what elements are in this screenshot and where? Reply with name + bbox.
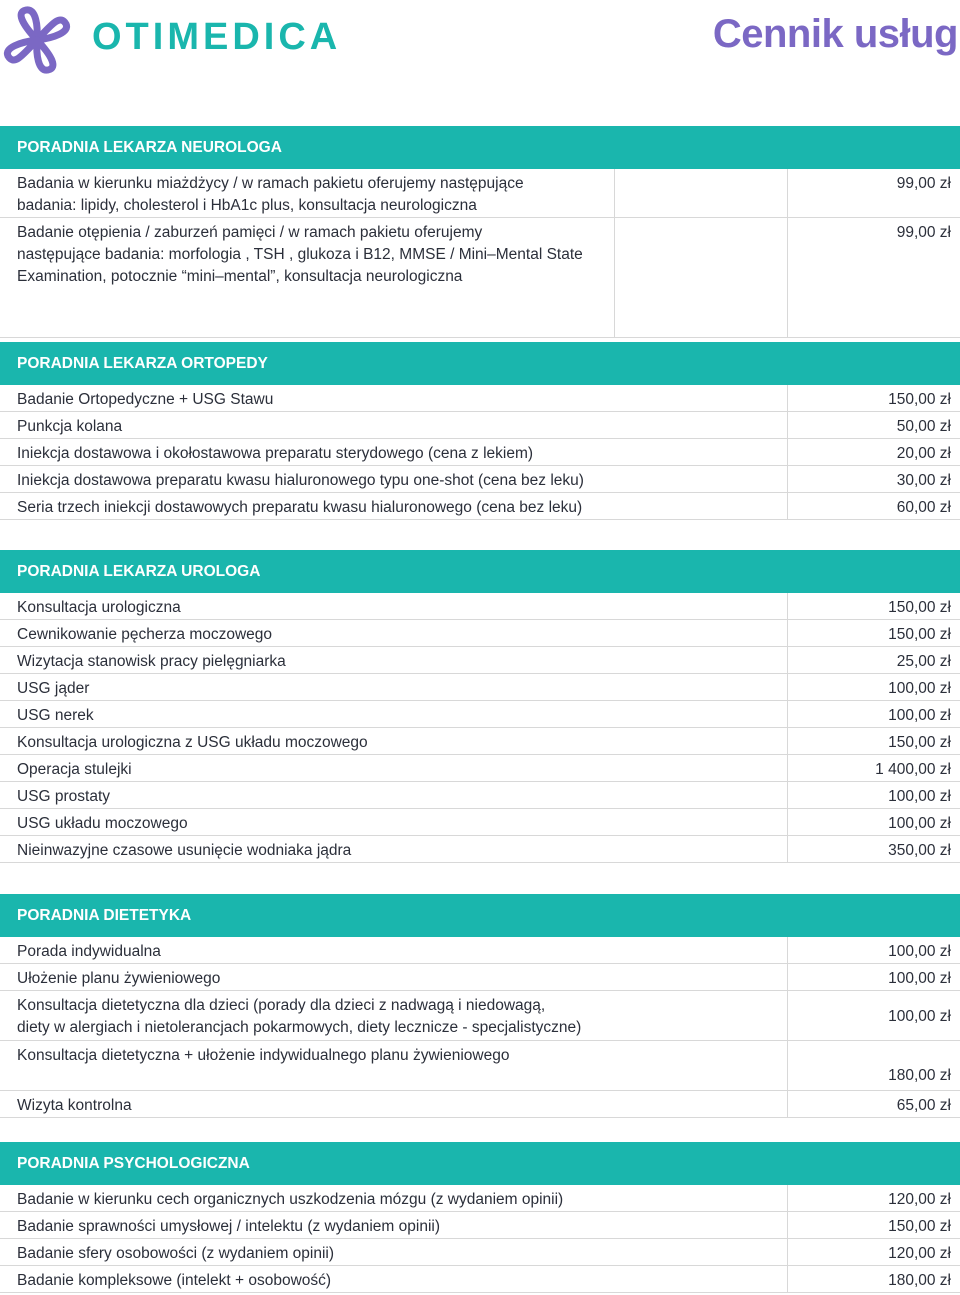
service-name — [17, 1216, 757, 1238]
price-row — [0, 493, 960, 520]
price-row — [0, 385, 960, 412]
service-price: 100,00 zł — [888, 680, 951, 697]
column-divider — [787, 964, 788, 990]
column-divider — [787, 439, 788, 465]
service-name-line: następujące badania: morfologia , TSH , glukoza i B12, MMSE / Mini–Mental State — [17, 246, 583, 263]
column-divider — [787, 728, 788, 754]
logo-text: OTIMEDICA — [92, 16, 342, 58]
price-row — [0, 728, 960, 755]
service-price: 20,00 zł — [896, 445, 951, 462]
price-row — [0, 1239, 960, 1266]
price-row — [0, 809, 960, 836]
column-divider — [787, 937, 788, 963]
price-row — [0, 593, 960, 620]
price-row — [0, 836, 960, 863]
service-name-line: Wizytacja stanowisk pracy pielęgniarka — [17, 653, 286, 670]
section — [0, 341, 960, 520]
section-title: PORADNIA LEKARZA UROLOGA — [0, 549, 960, 593]
price-row — [0, 937, 960, 964]
column-divider — [787, 620, 788, 646]
price-row — [0, 674, 960, 701]
section — [0, 125, 960, 338]
service-price: 99,00 zł — [896, 175, 951, 192]
service-name — [17, 416, 757, 438]
service-name-line: Konsultacja dietetyczna dla dzieci (porady dla dzieci z nadwagą i niedowagą, — [17, 997, 546, 1014]
service-name — [17, 1045, 757, 1067]
service-name-line: diety w alergiach i nietolerancjach pokarmowych, diety lecznicze - specjalistyczne) — [17, 1019, 582, 1036]
service-name-line: USG jąder — [17, 680, 90, 697]
price-row — [0, 620, 960, 647]
service-name — [17, 941, 757, 963]
service-price: 1 400,00 zł — [875, 761, 951, 778]
price-row — [0, 1266, 960, 1293]
price-row — [0, 466, 960, 493]
service-name-line: Iniekcja dostawowa preparatu kwasu hialuronowego typu one-shot (cena bez leku) — [17, 472, 584, 489]
price-row — [0, 964, 960, 991]
service-name-line: USG prostaty — [17, 788, 111, 805]
service-name-line: Cewnikowanie pęcherza moczowego — [17, 626, 273, 643]
service-name — [17, 497, 757, 519]
service-name — [17, 840, 757, 862]
service-name — [17, 173, 757, 217]
column-divider — [787, 782, 788, 808]
service-name-line: Badanie sprawności umysłowej / intelektu (z wydaniem opinii) — [17, 1218, 440, 1235]
service-name-line: Examination, potocznie “mini–mental”, konsultacja neurologiczna — [17, 268, 463, 285]
service-price: 150,00 zł — [888, 734, 951, 751]
service-name-line: Badanie Ortopedyczne + USG Stawu — [17, 391, 274, 408]
price-row — [0, 991, 960, 1041]
column-divider — [787, 1091, 788, 1117]
column-divider — [787, 647, 788, 673]
column-divider — [787, 674, 788, 700]
service-name — [17, 732, 757, 754]
service-price: 150,00 zł — [888, 626, 951, 643]
price-row — [0, 755, 960, 782]
column-divider — [787, 836, 788, 862]
price-row — [0, 1212, 960, 1239]
service-price: 65,00 zł — [896, 1097, 951, 1114]
service-name — [17, 968, 757, 990]
service-name — [17, 1189, 757, 1211]
service-price: 180,00 zł — [888, 1272, 951, 1289]
section-title: PORADNIA LEKARZA ORTOPEDY — [0, 341, 960, 385]
service-name — [17, 705, 757, 727]
service-name-line: Badanie sfery osobowości (z wydaniem opinii) — [17, 1245, 335, 1262]
service-name — [17, 597, 757, 619]
section — [0, 893, 960, 1118]
service-name — [17, 624, 757, 646]
service-name — [17, 1243, 757, 1265]
service-price: 60,00 zł — [896, 499, 951, 516]
service-price: 100,00 zł — [888, 943, 951, 960]
service-name — [17, 1095, 757, 1117]
service-name — [17, 389, 757, 411]
service-price: 120,00 zł — [888, 1191, 951, 1208]
service-price: 180,00 zł — [888, 1067, 951, 1084]
service-name — [17, 222, 757, 288]
section-title: PORADNIA PSYCHOLOGICZNA — [0, 1141, 960, 1185]
service-name-line: Seria trzech iniekcji dostawowych preparatu kwasu hialuronowego (cena bez leku) — [17, 499, 583, 516]
service-price: 100,00 zł — [888, 707, 951, 724]
column-divider — [787, 412, 788, 438]
service-name-line: Wizyta kontrolna — [17, 1097, 132, 1114]
page-title: Cennik usług — [712, 12, 958, 56]
column-divider — [787, 809, 788, 835]
service-name — [17, 443, 757, 465]
service-price: 100,00 zł — [888, 788, 951, 805]
section — [0, 1141, 960, 1293]
column-divider — [787, 755, 788, 781]
column-divider — [787, 1266, 788, 1292]
service-price: 350,00 zł — [888, 842, 951, 859]
service-name-line: Konsultacja urologiczna z USG układu moczowego — [17, 734, 368, 751]
column-divider — [787, 385, 788, 411]
service-name-line: Badanie w kierunku cech organicznych uszkodzenia mózgu (z wydaniem opinii) — [17, 1191, 564, 1208]
service-name-line: USG układu moczowego — [17, 815, 188, 832]
service-price: 100,00 zł — [888, 815, 951, 832]
service-price: 30,00 zł — [896, 472, 951, 489]
service-price: 150,00 zł — [888, 391, 951, 408]
service-name-line: Operacja stulejki — [17, 761, 132, 778]
section — [0, 549, 960, 863]
column-divider — [787, 991, 788, 1040]
service-name-line: Konsultacja urologiczna — [17, 599, 181, 616]
service-name-line: Iniekcja dostawowa i okołostawowa preparatu sterydowego (cena z lekiem) — [17, 445, 534, 462]
service-price: 99,00 zł — [896, 224, 951, 241]
column-divider — [787, 493, 788, 519]
service-name-line: Konsultacja dietetyczna + ułożenie indywidualnego planu żywieniowego — [17, 1047, 510, 1064]
service-name-line: Ułożenie planu żywieniowego — [17, 970, 221, 987]
service-price: 25,00 zł — [896, 653, 951, 670]
service-name — [17, 759, 757, 781]
service-name — [17, 1270, 757, 1292]
column-divider — [787, 169, 788, 217]
price-row — [0, 169, 960, 218]
service-name — [17, 995, 757, 1039]
service-name — [17, 813, 757, 835]
column-divider — [787, 701, 788, 727]
page-header — [0, 0, 960, 90]
price-row — [0, 1041, 960, 1091]
service-price: 120,00 zł — [888, 1245, 951, 1262]
service-name-line: Badanie kompleksowe (intelekt + osobowość) — [17, 1272, 332, 1289]
service-price: 150,00 zł — [888, 599, 951, 616]
column-divider — [787, 1212, 788, 1238]
price-row — [0, 647, 960, 674]
service-price: 100,00 zł — [888, 1008, 951, 1025]
section-title: PORADNIA LEKARZA NEUROLOGA — [0, 125, 960, 169]
service-name — [17, 678, 757, 700]
service-name — [17, 786, 757, 808]
column-divider — [787, 466, 788, 492]
service-price: 50,00 zł — [896, 418, 951, 435]
price-row — [0, 439, 960, 466]
price-row — [0, 782, 960, 809]
column-divider — [787, 218, 788, 337]
column-divider — [787, 1041, 788, 1090]
service-price: 150,00 zł — [888, 1218, 951, 1235]
service-name-line: USG nerek — [17, 707, 94, 724]
service-name-line: Badania w kierunku miażdżycy / w ramach pakietu oferujemy następujące — [17, 175, 524, 192]
column-divider — [787, 593, 788, 619]
service-name — [17, 651, 757, 673]
section-title: PORADNIA DIETETYKA — [0, 893, 960, 937]
price-row — [0, 1185, 960, 1212]
column-divider — [787, 1239, 788, 1265]
service-name-line: Porada indywidualna — [17, 943, 161, 960]
service-name-line: Punkcja kolana — [17, 418, 123, 435]
logo-icon — [2, 4, 72, 76]
service-price: 100,00 zł — [888, 970, 951, 987]
price-row — [0, 701, 960, 728]
price-row — [0, 412, 960, 439]
service-name-line: Nieinwazyjne czasowe usunięcie wodniaka jądra — [17, 842, 352, 859]
price-row — [0, 1091, 960, 1118]
service-name-line: badania: lipidy, cholesterol i HbA1c plus, konsultacja neurologiczna — [17, 197, 477, 214]
column-divider — [787, 1185, 788, 1211]
price-row — [0, 218, 960, 338]
service-name — [17, 470, 757, 492]
service-name-line: Badanie otępienia / zaburzeń pamięci / w ramach pakietu oferujemy — [17, 224, 483, 241]
